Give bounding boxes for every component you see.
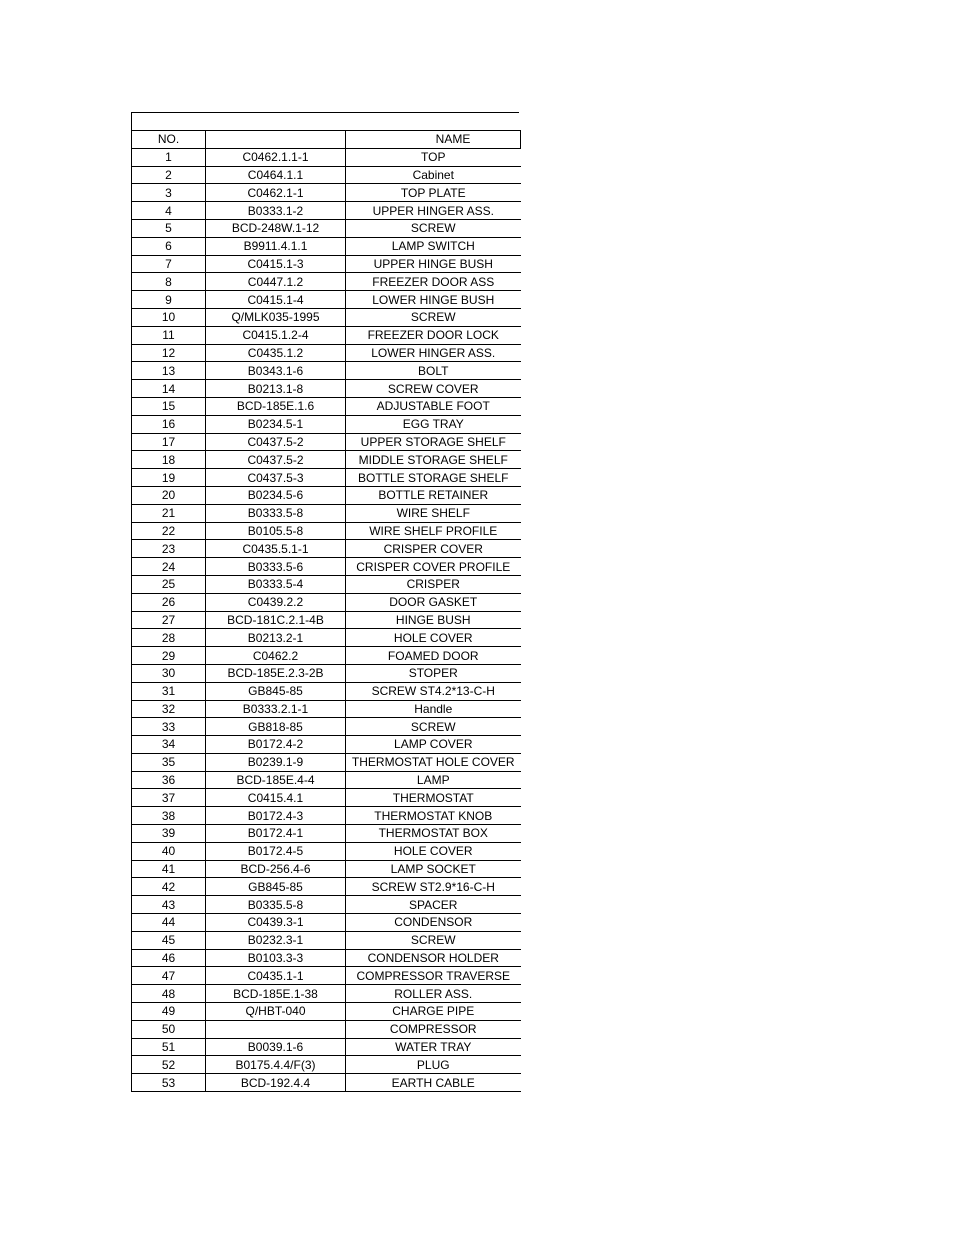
part-name: TOP (346, 148, 521, 166)
table-row (132, 504, 521, 522)
table-row (132, 718, 521, 736)
table-row (132, 397, 521, 415)
row-number: 34 (132, 736, 206, 754)
part-name: SCREW COVER (346, 380, 521, 398)
part-name: UPPER STORAGE SHELF (346, 433, 521, 451)
table-row (132, 629, 521, 647)
table-row (132, 1020, 521, 1038)
part-code: B0333.5-8 (206, 504, 346, 522)
part-code: GB845-85 (206, 878, 346, 896)
row-number: 18 (132, 451, 206, 469)
table-row (132, 860, 521, 878)
part-name: DOOR GASKET (346, 593, 521, 611)
part-name: HINGE BUSH (346, 611, 521, 629)
part-code: C0435.5.1-1 (206, 540, 346, 558)
part-name: THERMOSTAT (346, 789, 521, 807)
part-name: THERMOSTAT BOX (346, 825, 521, 843)
table-row (132, 878, 521, 896)
part-code: C0435.1-1 (206, 967, 346, 985)
part-code: C0462.2 (206, 647, 346, 665)
table-row (132, 664, 521, 682)
part-name: WIRE SHELF (346, 504, 521, 522)
part-code: BCD-185E.4-4 (206, 771, 346, 789)
part-code: B0039.1-6 (206, 1038, 346, 1056)
table-row (132, 771, 521, 789)
row-number: 24 (132, 558, 206, 576)
table-row (132, 433, 521, 451)
part-name: COMPRESSOR (346, 1020, 521, 1038)
part-name: FOAMED DOOR (346, 647, 521, 665)
part-code: B0172.4-1 (206, 825, 346, 843)
part-name: ADJUSTABLE FOOT (346, 397, 521, 415)
row-number: 49 (132, 1003, 206, 1021)
row-number: 35 (132, 753, 206, 771)
part-code: B0234.5-1 (206, 415, 346, 433)
part-code: BCD-256.4-6 (206, 860, 346, 878)
part-name: ROLLER ASS. (346, 985, 521, 1003)
table-row (132, 255, 521, 273)
part-name: CHARGE PIPE (346, 1003, 521, 1021)
table-row (132, 967, 521, 985)
table-row (132, 291, 521, 309)
row-number: 1 (132, 148, 206, 166)
part-name: LOWER HINGE BUSH (346, 291, 521, 309)
part-code: B0232.3-1 (206, 931, 346, 949)
parts-list-sheet (131, 112, 519, 1092)
part-name: SCREW (346, 219, 521, 237)
part-name: HOLE COVER (346, 842, 521, 860)
row-number: 2 (132, 166, 206, 184)
table-row (132, 415, 521, 433)
table-row (132, 700, 521, 718)
part-code: B0234.5-6 (206, 486, 346, 504)
row-number: 12 (132, 344, 206, 362)
part-code: GB818-85 (206, 718, 346, 736)
row-number: 33 (132, 718, 206, 736)
part-code (206, 1020, 346, 1038)
part-code: C0439.2.2 (206, 593, 346, 611)
part-code: C0437.5-3 (206, 469, 346, 487)
row-number: 31 (132, 682, 206, 700)
header-name: NAME (346, 131, 521, 149)
table-row (132, 273, 521, 291)
row-number: 11 (132, 326, 206, 344)
table-row (132, 789, 521, 807)
row-number: 53 (132, 1074, 206, 1092)
row-number: 40 (132, 842, 206, 860)
part-code: B0213.2-1 (206, 629, 346, 647)
table-row (132, 148, 521, 166)
part-name: SCREW (346, 308, 521, 326)
part-code: BCD-185E.1-38 (206, 985, 346, 1003)
part-code: B0172.4-3 (206, 807, 346, 825)
part-code: BCD-248W.1-12 (206, 219, 346, 237)
row-number: 6 (132, 237, 206, 255)
part-name: WIRE SHELF PROFILE (346, 522, 521, 540)
table-row (132, 985, 521, 1003)
table-row (132, 593, 521, 611)
part-code: C0447.1.2 (206, 273, 346, 291)
row-number: 17 (132, 433, 206, 451)
part-name: PLUG (346, 1056, 521, 1074)
row-number: 4 (132, 202, 206, 220)
part-code: B0213.1-8 (206, 380, 346, 398)
part-name: LAMP COVER (346, 736, 521, 754)
part-name: Cabinet (346, 166, 521, 184)
part-name: BOLT (346, 362, 521, 380)
table-row (132, 914, 521, 932)
header-code (206, 131, 346, 149)
part-code: GB845-85 (206, 682, 346, 700)
parts-table (131, 130, 521, 1092)
row-number: 27 (132, 611, 206, 629)
row-number: 38 (132, 807, 206, 825)
part-code: C0462.1.1-1 (206, 148, 346, 166)
table-row (132, 1003, 521, 1021)
part-code: C0462.1-1 (206, 184, 346, 202)
part-code: C0464.1.1 (206, 166, 346, 184)
table-row (132, 1056, 521, 1074)
table-row (132, 469, 521, 487)
part-code: B0335.5-8 (206, 896, 346, 914)
table-row (132, 344, 521, 362)
row-number: 36 (132, 771, 206, 789)
row-number: 39 (132, 825, 206, 843)
part-name: WATER TRAY (346, 1038, 521, 1056)
part-name: EARTH CABLE (346, 1074, 521, 1092)
row-number: 45 (132, 931, 206, 949)
part-code: BCD-181C.2.1-4B (206, 611, 346, 629)
table-row (132, 219, 521, 237)
table-title-row (131, 112, 519, 130)
part-name: LAMP (346, 771, 521, 789)
table-row (132, 237, 521, 255)
part-name: EGG TRAY (346, 415, 521, 433)
row-number: 44 (132, 914, 206, 932)
part-code: C0415.4.1 (206, 789, 346, 807)
part-name: CONDENSOR HOLDER (346, 949, 521, 967)
part-code: B0333.2.1-1 (206, 700, 346, 718)
row-number: 19 (132, 469, 206, 487)
table-row (132, 380, 521, 398)
part-name: SCREW (346, 931, 521, 949)
table-row (132, 558, 521, 576)
part-name: TOP PLATE (346, 184, 521, 202)
row-number: 8 (132, 273, 206, 291)
part-name: SPACER (346, 896, 521, 914)
row-number: 21 (132, 504, 206, 522)
part-name: SCREW ST2.9*16-C-H (346, 878, 521, 896)
row-number: 23 (132, 540, 206, 558)
part-name: CONDENSOR (346, 914, 521, 932)
part-code: BCD-185E.2.3-2B (206, 664, 346, 682)
part-name: MIDDLE STORAGE SHELF (346, 451, 521, 469)
part-name: THERMOSTAT KNOB (346, 807, 521, 825)
row-number: 9 (132, 291, 206, 309)
part-name: LOWER HINGER ASS. (346, 344, 521, 362)
row-number: 37 (132, 789, 206, 807)
part-code: B0343.1-6 (206, 362, 346, 380)
row-number: 28 (132, 629, 206, 647)
part-code: B0172.4-2 (206, 736, 346, 754)
row-number: 41 (132, 860, 206, 878)
table-row (132, 931, 521, 949)
part-code: C0415.1-3 (206, 255, 346, 273)
part-code: C0435.1.2 (206, 344, 346, 362)
part-name: CRISPER (346, 575, 521, 593)
part-code: C0415.1-4 (206, 291, 346, 309)
table-row (132, 362, 521, 380)
row-number: 20 (132, 486, 206, 504)
row-number: 25 (132, 575, 206, 593)
table-row (132, 522, 521, 540)
row-number: 52 (132, 1056, 206, 1074)
table-row (132, 486, 521, 504)
part-name: Handle (346, 700, 521, 718)
row-number: 50 (132, 1020, 206, 1038)
part-code: B0175.4.4/F(3) (206, 1056, 346, 1074)
part-name: FREEZER DOOR LOCK (346, 326, 521, 344)
row-number: 22 (132, 522, 206, 540)
row-number: 14 (132, 380, 206, 398)
part-code: B0239.1-9 (206, 753, 346, 771)
part-code: Q/MLK035-1995 (206, 308, 346, 326)
part-name: SCREW (346, 718, 521, 736)
part-name: BOTTLE STORAGE SHELF (346, 469, 521, 487)
part-name: STOPER (346, 664, 521, 682)
table-row (132, 1038, 521, 1056)
part-name: UPPER HINGER ASS. (346, 202, 521, 220)
part-code: B0333.1-2 (206, 202, 346, 220)
table-row (132, 166, 521, 184)
table-header-row (132, 131, 521, 149)
header-no: NO. (132, 131, 206, 149)
part-code: B0333.5-4 (206, 575, 346, 593)
part-code: BCD-185E.1.6 (206, 397, 346, 415)
table-row (132, 1074, 521, 1092)
table-row (132, 575, 521, 593)
row-number: 13 (132, 362, 206, 380)
table-row (132, 611, 521, 629)
part-code: BCD-192.4.4 (206, 1074, 346, 1092)
table-row (132, 202, 521, 220)
row-number: 43 (132, 896, 206, 914)
part-name: CRISPER COVER (346, 540, 521, 558)
row-number: 3 (132, 184, 206, 202)
part-name: CRISPER COVER PROFILE (346, 558, 521, 576)
part-name: COMPRESSOR TRAVERSE (346, 967, 521, 985)
part-code: B9911.4.1.1 (206, 237, 346, 255)
part-code: C0437.5-2 (206, 451, 346, 469)
part-name: LAMP SOCKET (346, 860, 521, 878)
table-row (132, 308, 521, 326)
row-number: 10 (132, 308, 206, 326)
row-number: 5 (132, 219, 206, 237)
row-number: 26 (132, 593, 206, 611)
table-row (132, 736, 521, 754)
row-number: 42 (132, 878, 206, 896)
row-number: 48 (132, 985, 206, 1003)
part-name: THERMOSTAT HOLE COVER (346, 753, 521, 771)
part-code: B0103.3-3 (206, 949, 346, 967)
table-row (132, 842, 521, 860)
row-number: 32 (132, 700, 206, 718)
part-name: LAMP SWITCH (346, 237, 521, 255)
part-name: HOLE COVER (346, 629, 521, 647)
table-row (132, 825, 521, 843)
table-row (132, 540, 521, 558)
part-code: C0415.1.2-4 (206, 326, 346, 344)
table-row (132, 896, 521, 914)
table-row (132, 807, 521, 825)
table-row (132, 451, 521, 469)
part-name: UPPER HINGE BUSH (346, 255, 521, 273)
table-row (132, 753, 521, 771)
part-name: SCREW ST4.2*13-C-H (346, 682, 521, 700)
part-code: C0437.5-2 (206, 433, 346, 451)
part-code: B0105.5-8 (206, 522, 346, 540)
part-code: Q/HBT-040 (206, 1003, 346, 1021)
table-row (132, 326, 521, 344)
row-number: 51 (132, 1038, 206, 1056)
row-number: 29 (132, 647, 206, 665)
row-number: 7 (132, 255, 206, 273)
row-number: 47 (132, 967, 206, 985)
row-number: 30 (132, 664, 206, 682)
row-number: 46 (132, 949, 206, 967)
table-row (132, 184, 521, 202)
table-row (132, 949, 521, 967)
part-code: C0439.3-1 (206, 914, 346, 932)
table-row (132, 647, 521, 665)
part-name: BOTTLE RETAINER (346, 486, 521, 504)
table-row (132, 682, 521, 700)
part-code: B0172.4-5 (206, 842, 346, 860)
row-number: 16 (132, 415, 206, 433)
part-name: FREEZER DOOR ASS (346, 273, 521, 291)
row-number: 15 (132, 397, 206, 415)
part-code: B0333.5-6 (206, 558, 346, 576)
